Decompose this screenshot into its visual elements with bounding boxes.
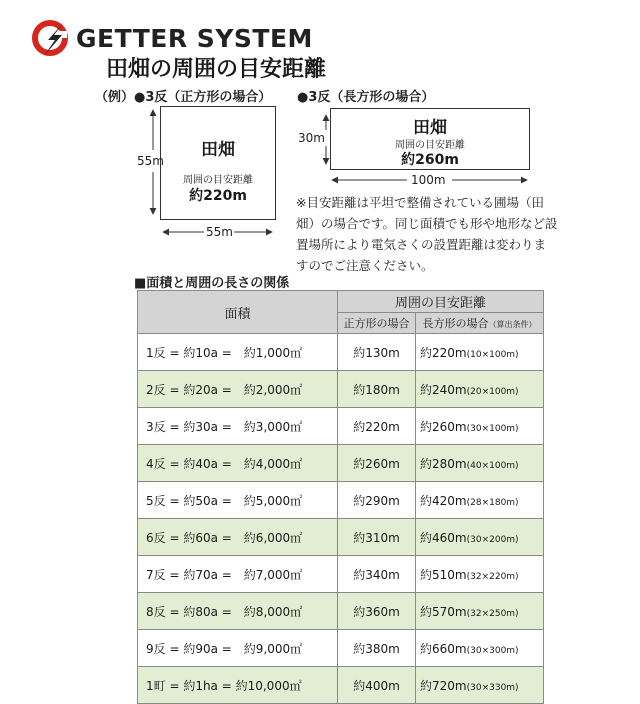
area-cell: 1反 = 約10a = 約1,000㎡ xyxy=(138,334,338,371)
area-perimeter-table xyxy=(137,290,544,704)
rect-distance-value: 約720m xyxy=(420,678,467,693)
header-rect xyxy=(416,313,544,334)
square-distance-cell: 約310m xyxy=(338,519,416,556)
note-text: ※目安距離は平坦で整備されている圃場（田畑）の場合です。同じ面積でも形や地形など設置場所により電気さくの設置距離は変わりますのでご注意ください。 xyxy=(296,195,558,273)
table-row xyxy=(138,482,544,519)
rect-dims-value: (10×100m) xyxy=(466,349,519,360)
table-row xyxy=(138,334,544,371)
header-rect-label: 長方形の場合 xyxy=(422,317,489,330)
rect-distance-cell xyxy=(416,482,544,519)
area-cell: 4反 = 約40a = 約4,000㎡ xyxy=(138,445,338,482)
rect-field-value: 約260m xyxy=(401,152,459,168)
table-section-title: ■面積と周囲の長さの関係 xyxy=(134,276,290,291)
square-field-title: 田畑 xyxy=(201,140,235,160)
rect-distance-cell xyxy=(416,408,544,445)
header-perimeter: 周囲の目安距離 xyxy=(338,291,544,313)
table-row xyxy=(138,408,544,445)
rect-distance-cell xyxy=(416,630,544,667)
table-body xyxy=(138,334,544,704)
area-cell: 6反 = 約60a = 約6,000㎡ xyxy=(138,519,338,556)
rect-distance-cell xyxy=(416,667,544,704)
square-distance-cell: 約180m xyxy=(338,371,416,408)
square-bottom-label: 55m xyxy=(206,225,233,239)
rect-distance-value: 約420m xyxy=(420,493,467,508)
area-cell: 1町 = 約1ha = 約10,000㎡ xyxy=(138,667,338,704)
square-side-label: 55m xyxy=(137,154,164,168)
header-square: 正方形の場合 xyxy=(338,313,416,334)
square-distance-cell: 約400m xyxy=(338,667,416,704)
square-example-label: ●3反（正方形の場合） xyxy=(134,90,272,105)
rect-field-diagram xyxy=(330,108,530,170)
rect-distance-value: 約260m xyxy=(420,419,467,434)
square-field-value: 約220m xyxy=(189,188,247,204)
rect-distance-value: 約240m xyxy=(420,382,467,397)
table-row xyxy=(138,519,544,556)
rect-side-label: 30m xyxy=(298,131,325,145)
rect-distance-cell xyxy=(416,519,544,556)
rect-distance-value: 約280m xyxy=(420,456,467,471)
rect-dims-value: (30×100m) xyxy=(466,423,519,434)
square-distance-cell: 約360m xyxy=(338,593,416,630)
table-row xyxy=(138,445,544,482)
header-rect-note: （算出条件） xyxy=(488,320,537,329)
rect-bottom-label: 100m xyxy=(411,173,446,187)
area-cell: 2反 = 約20a = 約2,000㎡ xyxy=(138,371,338,408)
square-distance-cell: 約290m xyxy=(338,482,416,519)
rect-dims-value: (28×180m) xyxy=(466,497,519,508)
square-distance-cell: 約260m xyxy=(338,445,416,482)
rect-example-label: ●3反（長方形の場合） xyxy=(297,90,435,105)
square-distance-cell: 約380m xyxy=(338,630,416,667)
rect-dims-value: (32×250m) xyxy=(466,608,519,619)
example-prefix: （例） xyxy=(95,90,135,105)
rect-distance-value: 約460m xyxy=(420,530,467,545)
rect-distance-cell xyxy=(416,371,544,408)
rect-field-caption: 周囲の目安距離 xyxy=(395,140,465,151)
rect-distance-value: 約570m xyxy=(420,604,467,619)
rect-distance-cell xyxy=(416,445,544,482)
square-field-caption: 周囲の目安距離 xyxy=(183,175,253,186)
table-row xyxy=(138,667,544,704)
rect-dims-value: (40×100m) xyxy=(466,460,519,471)
area-cell: 9反 = 約90a = 約9,000㎡ xyxy=(138,630,338,667)
square-distance-cell: 約340m xyxy=(338,556,416,593)
area-cell: 7反 = 約70a = 約7,000㎡ xyxy=(138,556,338,593)
table-row xyxy=(138,593,544,630)
page-title: 田畑の周囲の目安距離 xyxy=(106,57,327,82)
rect-dims-value: (30×200m) xyxy=(466,534,519,545)
brand-name: GETTER SYSTEM xyxy=(76,23,313,53)
table-row xyxy=(138,371,544,408)
rect-distance-cell xyxy=(416,593,544,630)
rect-distance-value: 約220m xyxy=(420,345,467,360)
area-cell: 8反 = 約80a = 約8,000㎡ xyxy=(138,593,338,630)
rect-distance-value: 約660m xyxy=(420,641,467,656)
rect-dims-value: (30×330m) xyxy=(466,682,519,693)
rect-distance-cell xyxy=(416,334,544,371)
table-row xyxy=(138,630,544,667)
rect-dims-value: (20×100m) xyxy=(466,386,519,397)
rect-field-title: 田畑 xyxy=(413,118,447,138)
rect-dims-value: (30×300m) xyxy=(466,645,519,656)
area-cell: 3反 = 約30a = 約3,000㎡ xyxy=(138,408,338,445)
rect-distance-cell xyxy=(416,556,544,593)
area-cell: 5反 = 約50a = 約5,000㎡ xyxy=(138,482,338,519)
rect-dims-value: (32×220m) xyxy=(466,571,519,582)
rect-distance-value: 約510m xyxy=(420,567,467,582)
table-row xyxy=(138,556,544,593)
square-distance-cell: 約220m xyxy=(338,408,416,445)
header-area: 面積 xyxy=(138,291,338,334)
square-distance-cell: 約130m xyxy=(338,334,416,371)
